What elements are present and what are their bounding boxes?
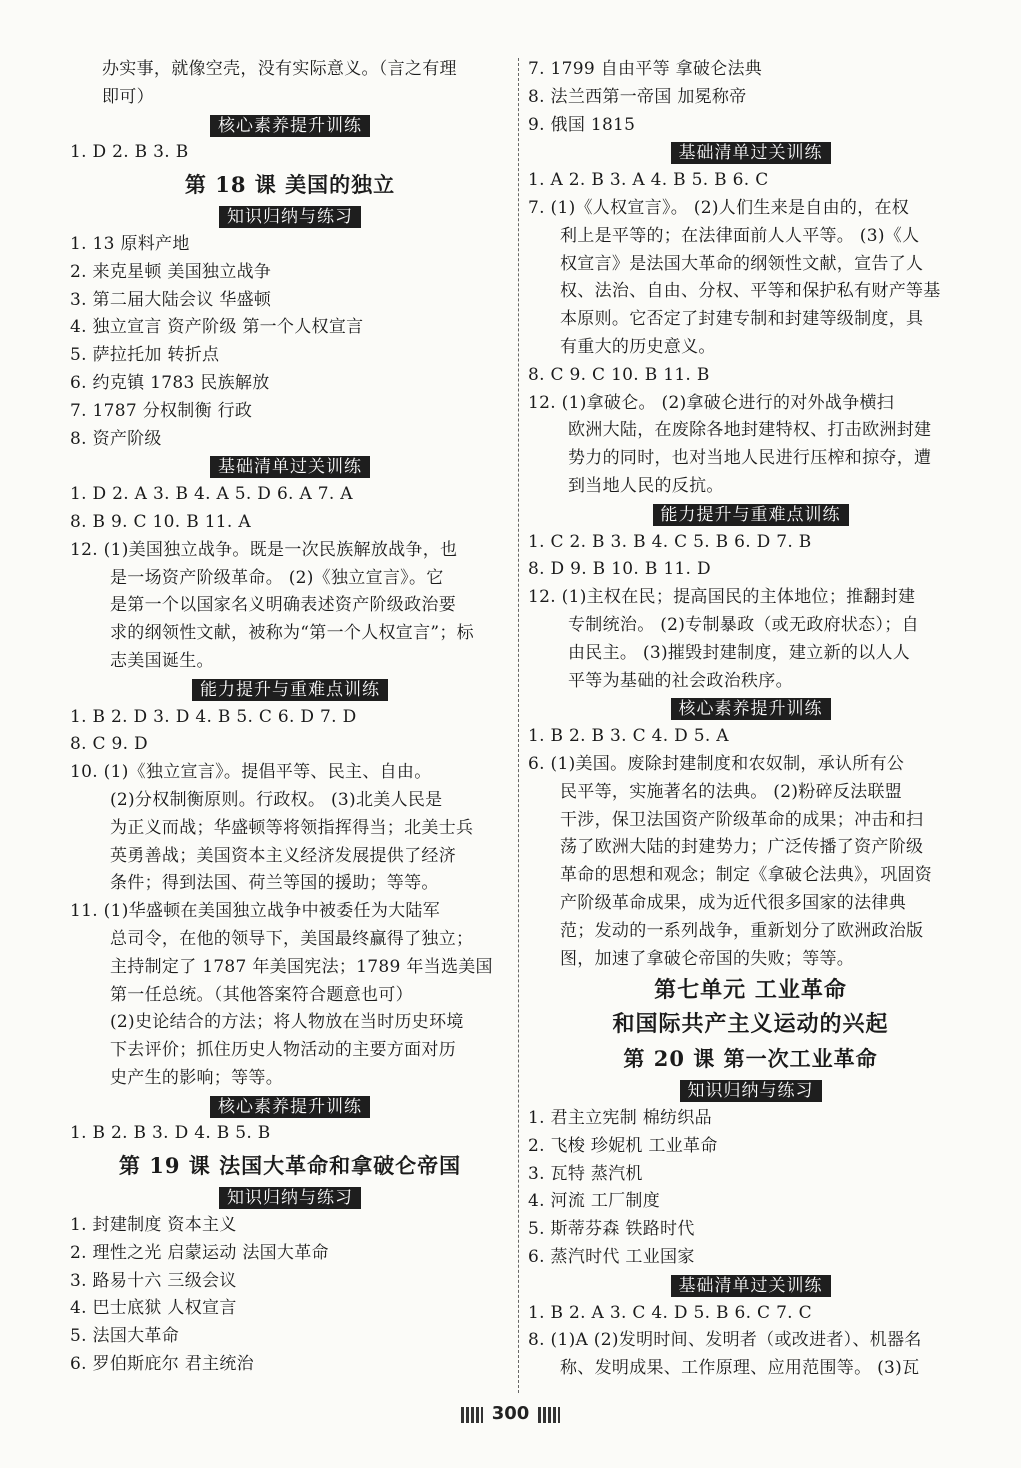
answer-line: 6. 罗伯斯庇尔 君主统治 — [70, 1354, 254, 1375]
answer-line: 12. (1)拿破仑。 (2)拿破仑进行的对外战争横扫 — [528, 392, 895, 413]
answer-line: 2. 理性之光 启蒙运动 法国大革命 — [70, 1242, 329, 1263]
section-banner-label: 能力提升与重难点训练 — [192, 679, 388, 701]
answer-line: 即可） — [102, 86, 154, 107]
answer-line: (2)史论结合的方法；将人物放在当时历史环境 — [110, 1012, 464, 1033]
answer-line: 革命的思想和观念；制定《拿破仑法典》，巩固资 — [560, 865, 933, 886]
answer-line: 1. D 2. A 3. B 4. A 5. D 6. A 7. A — [70, 484, 353, 505]
answer-line: 9. 俄国 1815 — [528, 114, 636, 135]
answer-line: 5. 斯蒂芬森 铁路时代 — [528, 1219, 695, 1240]
answer-line: 5. 法国大革命 — [70, 1326, 180, 1347]
answer-line: 权宣言》是法国大革命的纲领性文献，宣告了人 — [560, 253, 924, 274]
page-number: 300 — [491, 1403, 530, 1424]
right-column — [528, 56, 973, 1383]
answer-line: 1. A 2. B 3. A 4. B 5. B 6. C — [528, 170, 769, 191]
section-banner-label: 知识归纳与练习 — [219, 1187, 361, 1209]
answer-line: 3. 瓦特 蒸汽机 — [528, 1163, 643, 1184]
answer-line: 1. B 2. B 3. D 4. B 5. B — [70, 1123, 271, 1144]
answer-line: 4. 河流 工厂制度 — [528, 1191, 661, 1212]
answer-line: 干涉，保卫法国资产阶级革命的成果；冲击和扫 — [560, 809, 924, 830]
lesson-title: 第 19 课 法国大革命和拿破仑帝国 — [118, 1153, 462, 1179]
decorative-bars-left — [461, 1407, 483, 1423]
answer-line: 1. C 2. B 3. B 4. C 5. B 6. D 7. B — [528, 531, 812, 552]
section-banner — [70, 676, 510, 704]
section-banner — [70, 1093, 510, 1121]
answer-line: 图，加速了拿破仑帝国的失败；等等。 — [560, 948, 855, 969]
answer-line: 10. (1)《独立宣言》。提倡平等、民主、自由。 — [70, 762, 432, 783]
answer-line: 8. C 9. D — [70, 734, 148, 755]
answer-line: 3. 第二届大陆会议 华盛顿 — [70, 289, 272, 310]
answer-line: 1. 君主立宪制 棉纺织品 — [528, 1108, 712, 1129]
answer-line: 6. 蒸汽时代 工业国家 — [528, 1247, 695, 1268]
section-banner — [528, 501, 973, 529]
section-banner-label: 知识归纳与练习 — [219, 206, 361, 228]
answer-line: 产阶级革命成果，成为近代很多国家的法律典 — [560, 892, 906, 913]
answer-line: 下去评价；抓住历史人物活动的主要方面对历 — [110, 1040, 456, 1061]
left-column — [70, 56, 510, 1379]
answer-line: 专制统治。 (2)专制暴政（或无政府状态）；自 — [568, 614, 919, 635]
answer-line: 8. C 9. C 10. B 11. B — [528, 364, 710, 385]
section-banner — [528, 139, 973, 167]
answer-line: 求的纲领性文献，被称为“第一个人权宣言”；标 — [110, 623, 474, 644]
answer-line: 8. 法兰西第一帝国 加冕称帝 — [528, 86, 747, 107]
answer-line: 1. B 2. B 3. C 4. D 5. A — [528, 726, 729, 747]
decorative-bars-right — [538, 1407, 560, 1423]
answer-line: 利上是平等的；在法律面前人人平等。 (3)《人 — [560, 225, 920, 246]
section-banner-label: 能力提升与重难点训练 — [653, 504, 849, 526]
answer-line: 8. 资产阶级 — [70, 428, 162, 449]
answer-line: 条件；得到法国、荷兰等国的援助；等等。 — [110, 873, 439, 894]
section-banner — [70, 453, 510, 481]
section-banner-label: 核心素养提升训练 — [210, 115, 370, 137]
answer-line: 1. B 2. A 3. C 4. D 5. B 6. C 7. C — [528, 1302, 812, 1323]
section-banner-label: 知识归纳与练习 — [680, 1080, 822, 1102]
answer-line: 6. (1)美国。废除封建制度和农奴制，承认所有公 — [528, 753, 905, 774]
column-divider — [518, 58, 519, 1393]
section-banner — [528, 1272, 973, 1300]
page-footer — [0, 1403, 1021, 1424]
answer-line: 由民主。 (3)摧毁封建制度，建立新的以人人 — [568, 642, 911, 663]
lesson-title: 第 20 课 第一次工业革命 — [623, 1046, 878, 1072]
section-banner — [70, 203, 510, 231]
answer-line: 有重大的历史意义。 — [560, 336, 716, 357]
unit-title: 和国际共产主义运动的兴起 — [612, 1011, 889, 1038]
section-banner — [528, 695, 973, 723]
section-banner-label: 基础清单过关训练 — [210, 456, 370, 478]
answer-line: 民平等，实施著名的法典。 (2)粉碎反法联盟 — [560, 781, 903, 802]
answer-line: 志美国诞生。 — [110, 650, 214, 671]
answer-line: 4. 独立宣言 资产阶级 第一个人权宣言 — [70, 317, 364, 338]
answer-line: 7. (1)《人权宣言》。 (2)人们生来是自由的，在权 — [528, 197, 910, 218]
answer-line: 12. (1)主权在民；提高国民的主体地位；推翻封建 — [528, 587, 916, 608]
answer-line: 是第一个以国家名义明确表述资产阶级政治要 — [110, 595, 456, 616]
unit-title: 第七单元 工业革命 — [654, 977, 847, 1004]
answer-line: 总司令，在他的领导下，美国最终赢得了独立； — [110, 928, 474, 949]
answer-line: 3. 路易十六 三级会议 — [70, 1270, 237, 1291]
answer-line: 欧洲大陆，在废除各地封建特权、打击欧洲封建 — [568, 420, 932, 441]
answer-line: 8. (1)A (2)发明时间、发明者（或改进者）、机器名 — [528, 1330, 922, 1351]
section-banner-label: 基础清单过关训练 — [671, 142, 831, 164]
answer-line: 1. D 2. B 3. B — [70, 142, 189, 163]
answer-line: 本原则。它否定了封建专制和封建等级制度，具 — [560, 309, 924, 330]
answer-line: 2. 飞梭 珍妮机 工业革命 — [528, 1135, 718, 1156]
section-banner-label: 核心素养提升训练 — [671, 698, 831, 720]
answer-line: 7. 1799 自由平等 拿破仑法典 — [528, 59, 763, 79]
answer-line: 为正义而战；华盛顿等将领指挥得当；北美士兵 — [110, 817, 474, 838]
answer-line: 8. D 9. B 10. B 11. D — [528, 559, 711, 580]
section-banner-label: 基础清单过关训练 — [671, 1275, 831, 1297]
answer-line: 史产生的影响；等等。 — [110, 1067, 283, 1088]
answer-line: 英勇善战；美国资本主义经济发展提供了经济 — [110, 845, 456, 866]
answer-line: 2. 来克星顿 美国独立战争 — [70, 261, 272, 282]
answer-line: 主持制定了 1787 年美国宪法；1789 年当选美国 — [110, 956, 493, 977]
answer-line: 11. (1)华盛顿在美国独立战争中被委任为大陆军 — [70, 901, 441, 922]
answer-line: 荡了欧洲大陆的封建势力；广泛传播了资产阶级 — [560, 837, 924, 858]
answer-line: (2)分权制衡原则。行政权。 (3)北美人民是 — [110, 789, 443, 810]
answer-line: 1. 封建制度 资本主义 — [70, 1215, 237, 1236]
answer-line: 称、发明成果、工作原理、应用范围等。 (3)瓦 — [560, 1358, 920, 1379]
lesson-title: 第 18 课 美国的独立 — [184, 172, 396, 198]
answer-line: 12. (1)美国独立战争。既是一次民族解放战争，也 — [70, 539, 458, 560]
answer-line: 势力的同时，也对当地人民进行压榨和掠夺，遭 — [568, 448, 932, 469]
section-banner — [528, 1077, 973, 1105]
answer-line: 7. 1787 分权制衡 行政 — [70, 400, 253, 421]
answer-line: 是一场资产阶级革命。 (2)《独立宣言》。它 — [110, 567, 444, 588]
answer-line: 平等为基础的社会政治秩序。 — [568, 670, 793, 691]
section-banner — [70, 112, 510, 140]
section-banner-label: 核心素养提升训练 — [210, 1096, 370, 1118]
answer-line: 1. 13 原料产地 — [70, 233, 190, 254]
answer-line: 权、法治、自由、分权、平等和保护私有财产等基 — [560, 281, 941, 302]
answer-line: 办实事，就像空壳，没有实际意义。（言之有理 — [102, 59, 457, 79]
answer-line: 6. 约克镇 1783 民族解放 — [70, 372, 270, 393]
answer-line: 1. B 2. D 3. D 4. B 5. C 6. D 7. D — [70, 706, 357, 727]
answer-line: 4. 巴士底狱 人权宣言 — [70, 1298, 237, 1319]
section-banner — [70, 1184, 510, 1212]
answer-line: 第一任总统。（其他答案符合题意也可） — [110, 984, 413, 1005]
answer-line: 5. 萨拉托加 转折点 — [70, 345, 220, 366]
answer-line: 8. B 9. C 10. B 11. A — [70, 511, 251, 532]
answer-line: 范；发动的一系列战争，重新划分了欧洲政治版 — [560, 920, 924, 941]
answer-line: 到当地人民的反抗。 — [568, 475, 724, 496]
